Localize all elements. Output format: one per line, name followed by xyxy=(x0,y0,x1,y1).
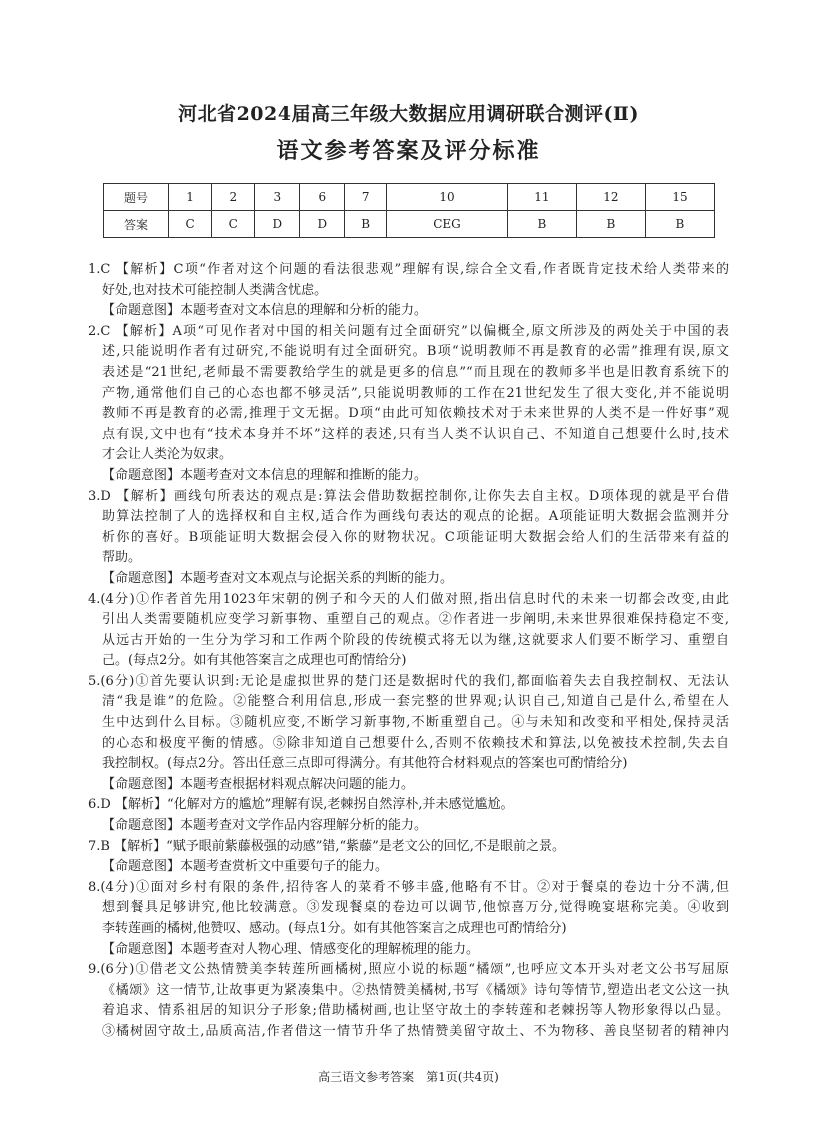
text-line: 6.D 【解析】“化解对方的尴尬”理解有误,老棘拐自然淳朴,并未感觉尴尬。 xyxy=(88,797,514,813)
answer-item xyxy=(88,960,729,1042)
text-line: 述,只能说明作者有过研究,不能说明有过全面研究。B项“说明教师不再是教育的必需”推理有误,原文 xyxy=(102,344,729,360)
question-number-cell: 11 xyxy=(507,184,576,211)
answer-cell: B xyxy=(576,211,645,238)
answer-item xyxy=(88,878,729,940)
text-line: 【命题意图】本题考查对文本观点与论据关系的判断的能力。 xyxy=(102,570,454,586)
text-line: 【命题意图】本题考查对文本信息的理解和推断的能力。 xyxy=(102,467,428,483)
text-line: 想到餐具足够讲究,他比较满意。③发现餐桌的卷边可以调节,他惊喜万分,觉得晚宴堪称完美。④收到 xyxy=(102,900,729,916)
text-line: 8.(4分)①面对乡村有限的条件,招待客人的菜肴不够丰盛,他略有不甘。②对于餐桌的卷边十分不满,但 xyxy=(88,879,729,895)
text-line: 5.(6分)①首先要认识到:无论是虚拟世界的楚门还是数据时代的我们,都面临着失去自我控制权、无法认 xyxy=(88,673,729,689)
answer-item xyxy=(88,260,729,301)
answer-cell: B xyxy=(345,211,387,238)
text-line: 产物,通常他们自己的心态也都不够灵活”,只能说明教师的工作在21世纪发生了很大变化,并不能说明 xyxy=(102,385,729,401)
question-intent xyxy=(88,940,729,961)
text-line: 好处,也对技术可能控制人类满含忧虑。 xyxy=(102,282,328,298)
text-line: 点有误,文中也有“技术本身并不坏”这样的表述,只有当人类不认识自己、不知道自己想要什么时,技术 xyxy=(102,426,729,442)
answer-cell: C xyxy=(212,211,255,238)
document-title: 河北省2024届高三年级大数据应用调研联合测评(Ⅱ) xyxy=(178,103,639,125)
question-number-cell: 15 xyxy=(645,184,714,211)
question-intent xyxy=(88,301,729,322)
answer-explanations xyxy=(88,260,729,1043)
answer-cell: B xyxy=(507,211,576,238)
text-line: 才会让人类沦为奴隶。 xyxy=(102,447,233,463)
document-subtitle: 语文参考答案及评分标准 xyxy=(276,138,541,164)
text-line: 【命题意图】本题考查赏析文中重要句子的能力。 xyxy=(102,859,389,875)
text-line: 帮助。 xyxy=(102,550,142,566)
text-line: 从远古开始的一生分为学习和工作两个阶段的传统模式将无以为继,这就要求人们要不断学习、重塑自 xyxy=(102,632,729,648)
text-line: 生中达到什么目标。③随机应变,不断学习新事物,不断重塑自己。④与未知和改变和平相处,保持灵活 xyxy=(102,715,729,731)
question-number-cell: 12 xyxy=(576,184,645,211)
text-line: 【命题意图】本题考查对人物心理、情感变化的理解梳理的能力。 xyxy=(102,941,480,957)
text-line: 【命题意图】本题考查根据材料观点解决问题的能力。 xyxy=(102,776,415,792)
answer-item xyxy=(88,795,729,816)
text-line: 9.(6分)①借老文公热情赞美李转莲所画橘树,照应小说的标题“橘颂”,也呼应文本开头对老文公书写屈原 xyxy=(88,962,729,978)
answer-header: 答案 xyxy=(104,211,169,238)
text-line: 我控制权。(每点2分。答出任意三点即可得满分。有其他符合材料观点的答案也可酌情给分) xyxy=(102,756,628,772)
answer-table xyxy=(103,183,715,238)
question-number-header: 题号 xyxy=(104,184,169,211)
text-line: 己。(每点2分。如有其他答案言之成理也可酌情给分) xyxy=(102,653,407,669)
answer-cell: D xyxy=(300,211,345,238)
question-number-cell: 7 xyxy=(345,184,387,211)
question-intent xyxy=(88,816,729,837)
text-line: 1.C 【解析】C项“作者对这个问题的看法很悲观”理解有误,综合全文看,作者既肯定技术给人类带来的 xyxy=(88,262,729,277)
question-intent xyxy=(88,466,729,487)
text-line: 李转莲画的橘树,他赞叹、感动。(每点1分。如有其他答案言之成理也可酌情给分) xyxy=(102,921,567,936)
question-intent xyxy=(88,775,729,796)
text-line: 引出人类需要随机应变学习新事物、重塑自己的观点。②作者进一步阐明,未来世界很难保持稳定不变, xyxy=(102,612,729,628)
text-line: 着追求、情系祖居的知识分子形象;借助橘树画,也让坚守故土的李转莲和老棘拐等人物形象得以凸显。 xyxy=(102,1003,729,1019)
text-line: ③橘树固守故土,品质高洁,作者借这一情节升华了热情赞美留守故土、不为物移、善良坚韧者的精神内 xyxy=(102,1023,729,1039)
text-line: 【命题意图】本题考查对文学作品内容理解分析的能力。 xyxy=(102,818,428,834)
text-line: 的心态和极度平衡的情感。⑤除非知道自己想要什么,否则不依赖技术和算法,以免被技术控制,失去自 xyxy=(102,735,729,751)
answer-item xyxy=(88,672,729,775)
answer-row xyxy=(104,211,715,238)
question-intent xyxy=(88,569,729,590)
text-line: 表述是“21世纪,老师最不需要教给学生的就是更多的信息”“而且现在的教师多半也是旧教育系统下的 xyxy=(102,364,729,380)
answer-cell: D xyxy=(255,211,300,238)
text-line: 清“我是谁”的危险。②能整合利用信息,形成一套完整的世界观;认识自己,知道自己是什么,希望在人 xyxy=(102,694,729,710)
text-line: 析你的喜好。B项能证明大数据会侵入你的财物状况。C项能证明大数据会给人们的生活带来有益的 xyxy=(102,529,729,545)
answer-item xyxy=(88,322,729,466)
question-number-cell: 10 xyxy=(387,184,508,211)
answer-cell: B xyxy=(645,211,714,238)
question-number-cell: 2 xyxy=(212,184,255,211)
text-line: 《橘颂》这一情节,让故事更为紧凑集中。②热情赞美橘树,书写《橘颂》诗句等情节,塑造出老文公这一执 xyxy=(102,982,729,998)
question-number-cell: 3 xyxy=(255,184,300,211)
question-number-cell: 6 xyxy=(300,184,345,211)
answer-item xyxy=(88,837,729,858)
answer-cell: CEG xyxy=(387,211,508,238)
answer-item xyxy=(88,590,729,672)
answer-item xyxy=(88,487,729,569)
question-intent xyxy=(88,857,729,878)
text-line: 教师不再是教育的必需,推理于文无据。D项“由此可知依赖技术对于未来世界的人类不是一件好事”观 xyxy=(102,406,729,422)
page-footer: 高三语文参考答案 第1页(共4页) xyxy=(318,1070,499,1084)
text-line: 4.(4分)①作者首先用1023年宋朝的例子和今天的人们做对照,指出信息时代的未来一切都会改变,由此 xyxy=(88,591,729,607)
text-line: 7.B 【解析】“赋予眼前紫藤极强的动感”错,“紫藤”是老文公的回忆,不是眼前之景。 xyxy=(88,838,565,854)
text-line: 助算法控制了人的选择权和自主权,适合作为画线句表达的观点的论据。A项能证明大数据会监测并分 xyxy=(102,509,729,525)
text-line: 【命题意图】本题考查对文本信息的理解和分析的能力。 xyxy=(102,303,428,319)
answer-cell: C xyxy=(169,211,212,238)
question-number-cell: 1 xyxy=(169,184,212,211)
question-number-row xyxy=(104,184,715,211)
text-line: 3.D 【解析】画线句所表达的观点是:算法会借助数据控制你,让你失去自主权。D项体现的就是平台借 xyxy=(88,488,729,504)
text-line: 2.C 【解析】A项“可见作者对中国的相关问题有过全面研究”以偏概全,原文所涉及的两处关于中国的表 xyxy=(88,323,729,339)
